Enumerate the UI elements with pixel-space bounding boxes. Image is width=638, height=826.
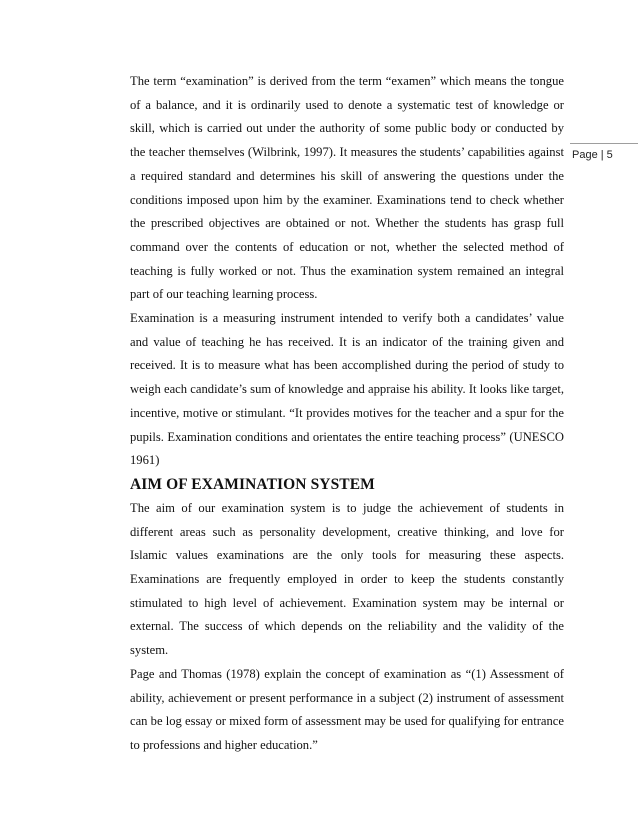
document-body (130, 70, 564, 758)
paragraph-page-and-thomas: Page and Thomas (1978) explain the concept of examination as “(1) Assessment of ability, achievement or present performance in a subject (2) instrument of assessment can be log essay or mixed form of assessment may be used for qualifying for entrance to professions and higher education.” (130, 666, 564, 752)
section-heading: AIM OF EXAMINATION SYSTEM (130, 475, 375, 493)
paragraph-aim: The aim of our examination system is to judge the achievement of students in different areas such as personality development, creative thinking, and love for Islamic values examinations are the only tools for measuring these aspects. Examinations are frequently employed in order to keep the students constantly stimulated to high level of achievement. Examination system may be internal or external. The success of which depends on the reliability and the validity of the system. (130, 500, 564, 658)
paragraph-examination-instrument: Examination is a measuring instrument intended to verify both a candidates’ value and value of teaching he has received. It is an indicator of the training given and received. It is to measure what has been accomplished during the period of study to weigh each candidate’s sum of knowledge and appraise his ability. It looks like target, incentive, motive or stimulant. “It provides motives for the teacher and a spur for the pupils. Examination conditions and orientates the entire teaching process” (UNESCO 1961) (130, 311, 564, 468)
page-number: Page | 5 (570, 143, 638, 162)
paragraph-examination-definition: The term “examination” is derived from the term “examen” which means the tongue of a balance, and it is ordinarily used to denote a systematic test of knowledge or skill, which is carried out under the authority of some public body or conducted by the teacher themselves (Wilbrink, 1997). It measures the students’ capabilities against a required standard and determines his skill of answering the questions under the conditions imposed upon him by the examiner. Examinations tend to check whether the prescribed objectives are obtained or not. Whether the students has grasp full command over the contents of education or not, whether the selected method of teaching is fully worked or not. Thus the examination system remained an integral part of our teaching learning process. (130, 74, 564, 302)
